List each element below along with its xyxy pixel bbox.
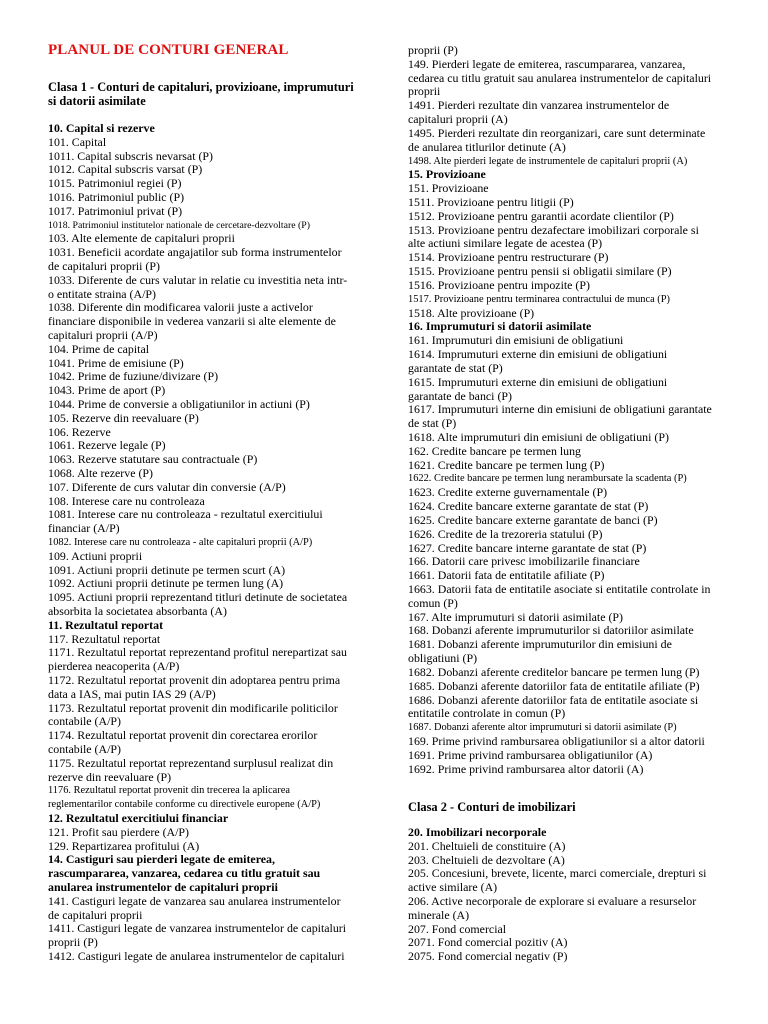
account-line: 1173. Rezultatul reportat provenit din modificarile politicilor	[48, 700, 338, 715]
section-heading: rascumpararea, vanzarea, cedarea cu titlu gratuit sau	[48, 866, 321, 881]
account-line: 1498. Alte pierderi legate de instrumentele de capitaluri proprii (A)	[408, 155, 688, 167]
account-line: 1095. Actiuni proprii reprezentand titluri detinute de societatea	[48, 590, 348, 605]
account-line: 1617. Imprumuturi interne din emisiuni de obligatiuni garantate	[408, 402, 712, 417]
account-line: 1174. Rezultatul reportat provenit din corectarea erorilor	[48, 728, 318, 743]
account-line: 1092. Actiuni proprii detinute pe termen lung (A)	[48, 576, 284, 591]
account-line: 107. Diferente de curs valutar din conversie (A/P)	[48, 479, 286, 494]
account-line: 1624. Credite bancare externe garantate de stat (P)	[408, 499, 649, 514]
account-line: data a IAS, mai putin IAS 29 (A/P)	[48, 686, 216, 701]
account-line: proprii (P)	[408, 43, 458, 57]
account-line: 1663. Datorii fata de entitatile asociate si entitatile controlate in	[408, 581, 711, 596]
account-line: 1011. Capital subscris nevarsat (P)	[48, 148, 214, 163]
class1-heading-line2: si datorii asimilate	[48, 94, 146, 108]
account-line: 1623. Credite externe guvernamentale (P)	[408, 485, 608, 500]
account-line: comun (P)	[408, 595, 458, 610]
account-line: 1411. Castiguri legate de vanzarea instrumentelor de capitaluri	[48, 921, 347, 936]
account-line: 1511. Provizioane pentru litigii (P)	[408, 195, 574, 210]
account-line: 1412. Castiguri legate de anularea instrumentelor de capitaluri	[48, 949, 345, 963]
account-line: 151. Provizioane	[408, 181, 489, 196]
class1-heading-line1: Clasa 1 - Conturi de capitaluri, provizioane, imprumuturi	[48, 80, 354, 94]
account-line: 149. Pierderi legate de emiterea, rascumpararea, vanzarea,	[408, 56, 686, 71]
account-line: 1618. Alte imprumuturi din emisiuni de obligatiuni (P)	[408, 429, 669, 444]
section-heading: 20. Imobilizari necorporale	[408, 825, 547, 839]
account-line: proprii (P)	[48, 935, 98, 950]
account-line: 1516. Provizioane pentru impozite (P)	[408, 277, 590, 292]
account-line: 1626. Credite de la trezoreria statului (P)	[408, 526, 603, 541]
account-line: 1042. Prime de fuziune/divizare (P)	[48, 369, 219, 384]
account-line: 1017. Patrimoniul privat (P)	[48, 203, 183, 218]
class2-heading: Clasa 2 - Conturi de imobilizari	[408, 800, 576, 814]
account-line: 121. Profit sau pierdere (A/P)	[48, 824, 190, 839]
account-line: 1082. Interese care nu controleaza - alte capitaluri proprii (A/P)	[48, 537, 313, 548]
account-line: 1044. Prime de conversie a obligatiunilor in actiuni (P)	[48, 397, 310, 411]
section-heading: 11. Rezultatul reportat	[48, 617, 164, 632]
account-line: 1172. Rezultatul reportat provenit din adoptarea pentru prima	[48, 673, 341, 687]
section-heading: 16. Imprumuturi si datorii asimilate	[408, 319, 592, 334]
account-line: 141. Castiguri legate de vanzarea sau anularea instrumentelor	[48, 893, 341, 908]
account-line: minerale (A)	[408, 907, 470, 922]
account-line: 1621. Credite bancare pe termen lung (P)	[408, 457, 605, 472]
account-line: 1081. Interese care nu controleaza - rezultatul exercitiului	[48, 507, 323, 522]
account-line: entitatile controlate in comun (P)	[408, 706, 566, 721]
account-line: 109. Actiuni proprii	[48, 548, 143, 563]
account-line: financiar (A/P)	[48, 521, 120, 536]
account-line: 1512. Provizioane pentru garantii acordate clientilor (P)	[408, 208, 674, 223]
account-line: 1091. Actiuni proprii detinute pe termen scurt (A)	[48, 562, 286, 577]
account-line: 2075. Fond comercial negativ (P)	[408, 949, 568, 964]
account-line: de capitaluri proprii (P)	[48, 259, 160, 273]
account-line: de stat (P)	[408, 416, 457, 431]
account-line: 1515. Provizioane pentru pensii si obligatii similare (P)	[408, 264, 672, 279]
account-line: 1063. Rezerve statutare sau contractuale (P)	[48, 452, 258, 467]
account-line: 201. Cheltuieli de constituire (A)	[408, 838, 566, 853]
account-line: 108. Interese care nu controleaza	[48, 493, 205, 508]
account-line: active similare (A)	[408, 880, 498, 895]
account-line: 1495. Pierderi rezultate din reorganizari, care sunt determinate	[408, 125, 706, 140]
account-line: 1043. Prime de aport (P)	[48, 383, 166, 398]
account-line: 106. Rezerve	[48, 424, 111, 439]
account-line: garantate de banci (P)	[408, 388, 512, 403]
account-line: 1176. Rezultatul reportat provenit din trecerea la aplicarea	[48, 785, 290, 797]
section-heading: 15. Provizioane	[408, 167, 486, 182]
account-line: 1517. Provizioane pentru terminarea contractului de munca (P)	[408, 293, 670, 305]
account-line: capitaluri proprii (A)	[408, 112, 508, 127]
account-line: capitaluri proprii (A/P)	[48, 328, 158, 342]
account-line: 1018. Patrimoniul institutelor nationale de cercetare-dezvoltare (P)	[48, 219, 310, 231]
account-line: 1068. Alte rezerve (P)	[48, 466, 153, 480]
account-line: 1033. Diferente de curs valutar in relatie cu investitia neta intr-	[48, 272, 348, 287]
section-heading: 14. Castiguri sau pierderi legate de emiterea,	[48, 852, 275, 867]
account-line: 1514. Provizioane pentru restructurare (P)	[408, 250, 609, 265]
section-heading: 12. Rezultatul exercitiului financiar	[48, 811, 229, 825]
account-line: 101. Capital	[48, 134, 107, 149]
account-line: contabile (A/P)	[48, 714, 121, 729]
account-line: alte actiuni similare legate de acestea (P)	[408, 236, 603, 251]
account-line: 168. Dobanzi aferente imprumuturilor si datoriilor asimilate	[408, 623, 694, 638]
account-line: 1687. Dobanzi aferente altor imprumuturi si datorii asimilate (P)	[408, 722, 677, 734]
account-line: 117. Rezultatul reportat	[48, 631, 161, 646]
account-line: 166. Datorii care privesc imobilizarile financiare	[408, 554, 640, 569]
account-line: cedarea cu titlu gratuit sau anularea instrumentelor de capitaluri	[408, 70, 712, 85]
account-line: 1518. Alte provizioane (P)	[408, 305, 535, 320]
account-line: 1625. Credite bancare externe garantate de banci (P)	[408, 512, 658, 527]
account-line: 1682. Dobanzi aferente creditelor bancare pe termen lung (P)	[408, 664, 700, 679]
account-line: de capitaluri proprii	[48, 907, 143, 922]
account-line: contabile (A/P)	[48, 742, 121, 756]
account-line: 1661. Datorii fata de entitatile afiliate (P)	[408, 568, 605, 583]
account-line: 1031. Beneficii acordate angajatilor sub forma instrumentelor	[48, 245, 342, 260]
account-line: 169. Prime privind rambursarea obligatiunilor si a altor datorii	[408, 734, 705, 748]
account-line: 1513. Provizioane pentru dezafectare imobilizari corporale si	[408, 222, 699, 237]
account-line: 1038. Diferente din modificarea valorii juste a activelor	[48, 300, 313, 315]
account-line: 1627. Credite bancare interne garantate de stat (P)	[408, 540, 647, 555]
account-line: 207. Fond comercial	[408, 921, 507, 936]
account-line: 1622. Credite bancare pe termen lung nerambursate la scadenta (P)	[408, 473, 687, 485]
account-line: obligatiuni (P)	[408, 651, 478, 666]
account-line: rezerve din reevaluare (P)	[48, 769, 172, 784]
page-title: PLANUL DE CONTURI GENERAL	[48, 42, 289, 58]
account-line: 1614. Imprumuturi externe din emisiuni de obligatiuni	[408, 347, 668, 362]
account-line: absorbita la societatea absorbanta (A)	[48, 604, 227, 618]
account-line: 1491. Pierderi rezultate din vanzarea instrumentelor de	[408, 98, 670, 113]
account-line: 167. Alte imprumuturi si datorii asimilate (P)	[408, 609, 623, 624]
account-line: 1175. Rezultatul reportat reprezentand surplusul realizat din	[48, 755, 334, 770]
account-line: 129. Repartizarea profitului (A)	[48, 838, 200, 853]
account-line: 1041. Prime de emisiune (P)	[48, 355, 184, 370]
account-line: 206. Active necorporale de explorare si evaluare a resurselor	[408, 894, 697, 908]
account-line: 103. Alte elemente de capitaluri proprii	[48, 231, 235, 246]
account-line: 1012. Capital subscris varsat (P)	[48, 162, 203, 177]
account-line: 1615. Imprumuturi externe din emisiuni de obligatiuni	[408, 374, 668, 389]
account-line: 1016. Patrimoniul public (P)	[48, 190, 185, 204]
account-line: reglementarilor contabile conforme cu directivele europene (A/P)	[48, 799, 321, 811]
account-line: 205. Concesiuni, brevete, licente, marci comerciale, drepturi si	[408, 866, 707, 881]
account-line: 1686. Dobanzi aferente datoriilor fata de entitatile asociate si	[408, 692, 699, 707]
section-heading: 10. Capital si rezerve	[48, 121, 155, 135]
account-line: 105. Rezerve din reevaluare (P)	[48, 410, 199, 425]
account-line: de anularea titlurilor detinute (A)	[408, 139, 566, 154]
account-line: 2071. Fond comercial pozitiv (A)	[408, 935, 568, 950]
account-line: 1171. Rezultatul reportat reprezentand profitul nerepartizat sau	[48, 645, 348, 660]
account-line: garantate de stat (P)	[408, 360, 503, 375]
account-line: 1685. Dobanzi aferente datoriilor fata de entitatile afiliate (P)	[408, 678, 700, 693]
account-line: 1692. Prime privind rambursarea altor datorii (A)	[408, 761, 644, 776]
section-heading: anularea instrumentelor de capitaluri proprii	[48, 880, 278, 894]
account-line: 1015. Patrimoniul regiei (P)	[48, 176, 182, 191]
account-line: 1691. Prime privind rambursarea obligatiunilor (A)	[408, 747, 653, 762]
account-line: proprii	[408, 84, 441, 99]
account-line: 161. Imprumuturi din emisiuni de obligatiuni	[408, 333, 624, 348]
account-line: 162. Credite bancare pe termen lung	[408, 443, 582, 458]
account-line: 1061. Rezerve legale (P)	[48, 438, 166, 453]
account-line: 1681. Dobanzi aferente imprumuturilor din emisiuni de	[408, 637, 672, 652]
account-line: financiare disponibile in vederea vanzarii si alte elemente de	[48, 314, 336, 329]
account-line: 203. Cheltuieli de dezvoltare (A)	[408, 852, 565, 867]
account-line: 104. Prime de capital	[48, 341, 150, 356]
account-line: pierderea neacoperita (A/P)	[48, 659, 180, 674]
account-line: o entitate straina (A/P)	[48, 286, 156, 301]
